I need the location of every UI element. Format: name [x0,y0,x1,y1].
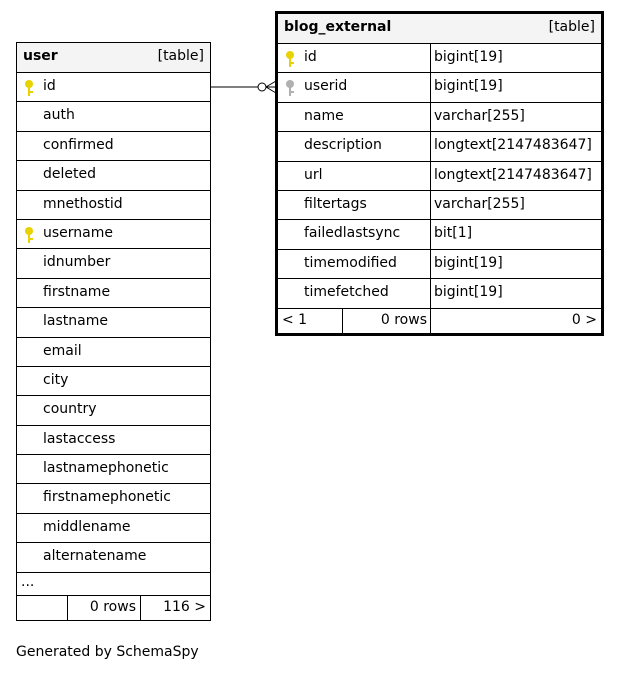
column-row[interactable] [17,484,210,513]
column-row[interactable] [17,102,210,131]
column-row[interactable] [278,132,601,161]
column-type: bigint[19] [434,284,503,301]
column-row[interactable] [17,132,210,161]
column-name: city [43,371,69,388]
column-type: varchar[255] [434,107,525,124]
column-row[interactable] [278,103,601,132]
column-row[interactable] [17,73,210,102]
column-name: email [43,342,82,359]
column-row[interactable] [278,250,601,279]
column-name: timemodified [304,254,397,271]
column-name: middlename [43,518,131,535]
footer-row-count: 0 rows [380,311,427,328]
column-name: auth [43,107,75,124]
table-name: blog_external [284,19,392,35]
primary-key-icon [23,79,35,97]
column-row[interactable] [17,308,210,337]
column-name: filtertags [304,195,367,212]
column-name: idnumber [43,254,111,271]
column-name: firstname [43,283,111,300]
column-type: bit[1] [434,225,473,242]
column-row[interactable] [278,73,601,102]
column-name: name [304,107,344,124]
column-name: confirmed [43,136,114,153]
footer-parents[interactable]: < 1 [282,311,308,328]
footer-children[interactable]: 0 > [571,311,597,328]
table-type: [table] [157,48,204,64]
column-name: id [43,78,56,94]
column-name: timefetched [304,284,389,301]
column-type: bigint[19] [434,78,503,95]
column-name: url [304,166,323,183]
primary-key-icon [23,226,35,244]
blog-external-table-header [278,14,601,44]
column-type: bigint[19] [434,254,503,271]
column-type: bigint[19] [434,49,503,65]
column-row[interactable] [17,191,210,220]
column-row[interactable] [17,514,210,543]
footer-children[interactable]: 116 > [163,598,206,615]
column-name: alternatename [43,548,147,565]
user-table-footer [17,596,210,620]
column-name: deleted [43,166,96,183]
column-row[interactable] [17,161,210,190]
blog-external-table[interactable] [275,11,604,336]
column-name: id [304,49,317,65]
table-type: [table] [548,19,595,35]
foreign-key-icon [284,79,296,97]
table-name: user [23,48,58,64]
column-row[interactable] [17,220,210,249]
column-row[interactable] [278,220,601,249]
footer-row-count: 0 rows [89,598,136,615]
generated-by-label: Generated by SchemaSpy [16,644,199,660]
column-row[interactable] [17,249,210,278]
column-row[interactable] [278,279,601,308]
column-name: lastaccess [43,430,116,447]
column-row[interactable] [278,162,601,191]
more-columns-indicator: ... [17,573,210,596]
column-name: userid [304,78,348,95]
column-row[interactable] [17,396,210,425]
column-name: description [304,137,382,154]
primary-key-icon [284,50,296,68]
column-row[interactable] [17,338,210,367]
column-row[interactable] [17,367,210,396]
user-table[interactable] [16,42,211,621]
zero-cardinality-marker [258,83,266,91]
column-row[interactable] [278,44,601,73]
column-row[interactable] [17,426,210,455]
column-row[interactable] [17,455,210,484]
column-name: mnethostid [43,195,123,212]
column-name: lastname [43,313,108,330]
column-type: longtext[2147483647] [434,166,592,183]
column-name: username [43,224,113,241]
column-row[interactable] [17,279,210,308]
column-name: failedlastsync [304,225,401,242]
user-table-header [17,43,210,73]
column-type: longtext[2147483647] [434,137,592,154]
column-name: firstnamephonetic [43,489,171,506]
column-name: lastnamephonetic [43,460,169,477]
column-row[interactable] [17,543,210,572]
blog-external-table-footer [278,309,601,333]
column-name: country [43,401,97,418]
column-row[interactable] [278,191,601,220]
column-type: varchar[255] [434,195,525,212]
